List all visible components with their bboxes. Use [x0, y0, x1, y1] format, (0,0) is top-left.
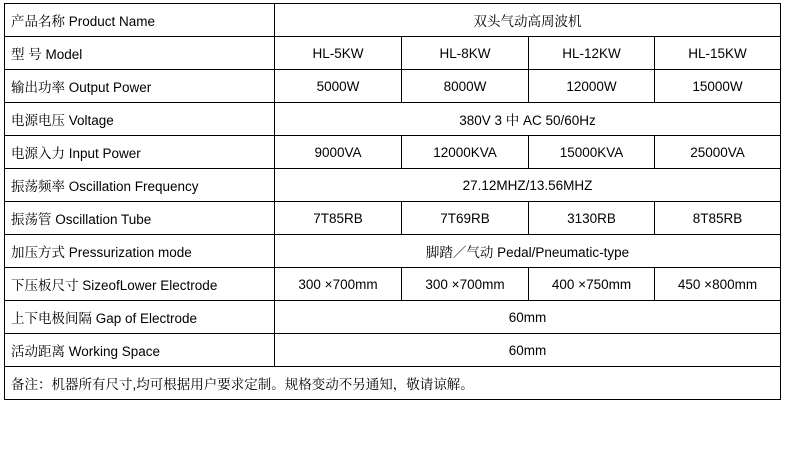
row-label: 下压板尺寸 SizeofLower Electrode — [5, 268, 275, 301]
row-label: 加压方式 Pressurization mode — [5, 235, 275, 268]
row-value: 12000KVA — [402, 136, 529, 169]
table-row — [5, 136, 781, 169]
row-value: 300 ×700mm — [402, 268, 529, 301]
row-value: 300 ×700mm — [275, 268, 402, 301]
table-row — [5, 37, 781, 70]
row-value: HL-12KW — [529, 37, 655, 70]
row-label: 上下电极间隔 Gap of Electrode — [5, 301, 275, 334]
table-row — [5, 202, 781, 235]
table-row — [5, 169, 781, 202]
row-value: 400 ×750mm — [529, 268, 655, 301]
table-row — [5, 70, 781, 103]
row-label: 电源入力 Input Power — [5, 136, 275, 169]
row-label: 电源电压 Voltage — [5, 103, 275, 136]
table-body — [5, 4, 781, 400]
row-value: 15000W — [655, 70, 781, 103]
row-value: 27.12MHZ/13.56MHZ — [275, 169, 781, 202]
row-label: 活动距离 Working Space — [5, 334, 275, 367]
table-row — [5, 301, 781, 334]
row-label: 振荡管 Oscillation Tube — [5, 202, 275, 235]
row-value: 9000VA — [275, 136, 402, 169]
row-value: 5000W — [275, 70, 402, 103]
table-row — [5, 235, 781, 268]
row-value: 8000W — [402, 70, 529, 103]
row-value: 12000W — [529, 70, 655, 103]
row-label: 型 号 Model — [5, 37, 275, 70]
row-value: 双头气动高周波机 — [275, 4, 781, 37]
row-value: HL-5KW — [275, 37, 402, 70]
row-value: 60mm — [275, 301, 781, 334]
row-value: HL-8KW — [402, 37, 529, 70]
table-row — [5, 4, 781, 37]
row-label: 振荡频率 Oscillation Frequency — [5, 169, 275, 202]
row-value: 15000KVA — [529, 136, 655, 169]
row-value: 8T85RB — [655, 202, 781, 235]
row-value: 7T85RB — [275, 202, 402, 235]
table-row — [5, 268, 781, 301]
row-value: 60mm — [275, 334, 781, 367]
row-value: 380V 3 中 AC 50/60Hz — [275, 103, 781, 136]
table-row — [5, 103, 781, 136]
table-note-row — [5, 367, 781, 400]
row-value: 25000VA — [655, 136, 781, 169]
row-label: 产品名称 Product Name — [5, 4, 275, 37]
row-value: HL-15KW — [655, 37, 781, 70]
row-value: 450 ×800mm — [655, 268, 781, 301]
table-row — [5, 334, 781, 367]
row-value: 3130RB — [529, 202, 655, 235]
row-value: 脚踏／气动 Pedal/Pneumatic-type — [275, 235, 781, 268]
row-label: 输出功率 Output Power — [5, 70, 275, 103]
table-note: 备注：机器所有尺寸,均可根据用户要求定制。规格变动不另通知，敬请谅解。 — [5, 367, 781, 400]
row-value: 7T69RB — [402, 202, 529, 235]
specification-table — [4, 3, 781, 400]
